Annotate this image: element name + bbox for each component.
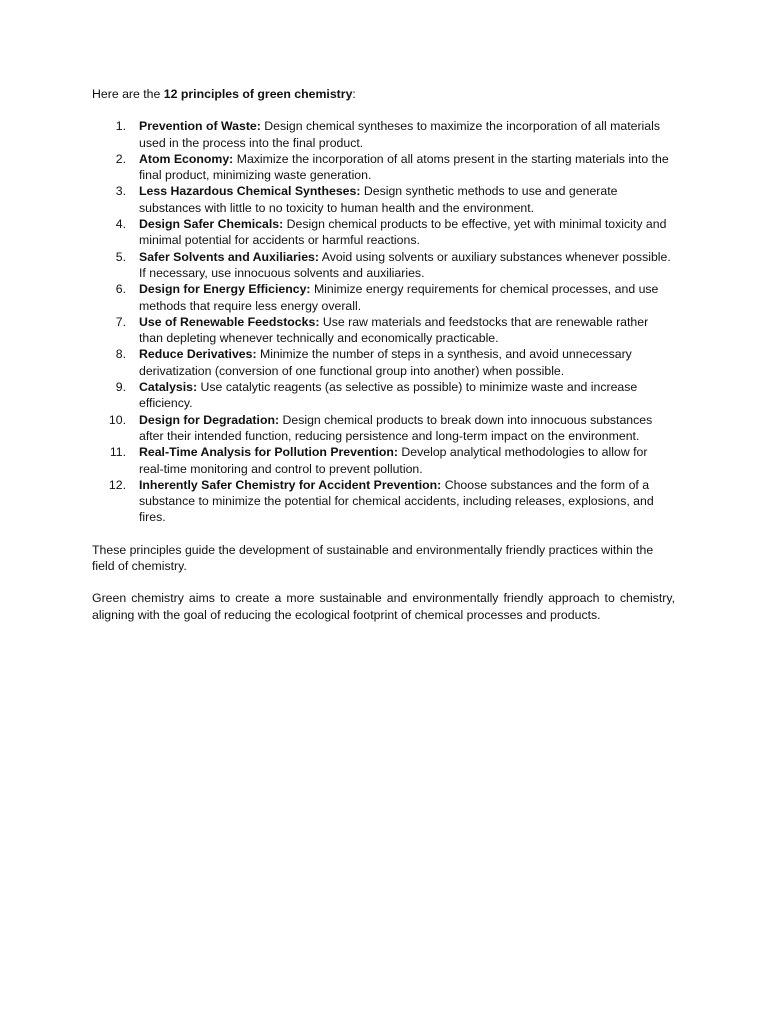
list-item [92, 118, 675, 151]
list-item [92, 379, 675, 412]
item-text: Choose substances and the form of a substance to minimize the potential for chemical accidents, including releases, explosions, and fires. [139, 477, 654, 525]
intro-line [92, 86, 675, 102]
item-text: Develop analytical methodologies to allow for real-time monitoring and control to prevent pollution. [139, 445, 648, 476]
intro-prefix: Here are the [92, 87, 164, 101]
item-number: 7. [115, 314, 126, 329]
intro-bold: 12 principles of green chemistry [163, 87, 353, 101]
list-item [92, 249, 675, 282]
item-term: Design for Energy Efficiency: [139, 282, 311, 297]
item-term: Inherently Safer Chemistry for Accident Prevention: [139, 477, 442, 492]
item-text: Avoid using solvents or auxiliary substances whenever possible. If necessary, use innocuous solvents and auxiliaries. [139, 249, 671, 280]
item-text: Design chemical products to break down into innocuous substances after their intended function, reducing persistence and long-term impact on the environment. [139, 412, 653, 443]
item-number: 11. [109, 445, 126, 460]
document-page [92, 86, 675, 623]
item-term: Safer Solvents and Auxiliaries: [139, 249, 319, 264]
list-item [92, 314, 675, 347]
item-text: Minimize energy requirements for chemical processes, and use methods that require less energy overall. [139, 282, 659, 313]
item-text: Design synthetic methods to use and generate substances with little to no toxicity to human health and the environment. [139, 184, 618, 215]
closing-paragraph: These principles guide the development of sustainable and environmentally friendly practices within the field of chemistry. [92, 542, 654, 574]
item-text: Design chemical products to be effective, yet with minimal toxicity and minimal potential for accidents or harmful reactions. [139, 217, 667, 248]
item-number: 1. [115, 119, 126, 134]
item-text: Minimize the number of steps in a synthesis, and avoid unnecessary derivatization (conversion of one functional group into another) when possible. [139, 347, 632, 378]
item-number: 12. [108, 477, 126, 492]
closing-paragraph: Green chemistry aims to create a more sustainable and environmentally friendly approach to chemistry, aligning with the goal of reducing the ecological footprint of chemical processes and products. [92, 591, 675, 622]
item-text: Design chemical syntheses to maximize the incorporation of all materials used in the process into the final product. [139, 119, 661, 150]
list-item [92, 151, 675, 184]
item-term: Catalysis: [139, 380, 198, 395]
item-number: 5. [115, 249, 126, 264]
item-number: 6. [115, 282, 126, 297]
item-number: 2. [115, 151, 126, 166]
item-term: Atom Economy: [139, 151, 234, 166]
intro-suffix: : [352, 87, 356, 101]
item-term: Use of Renewable Feedstocks: [139, 314, 320, 329]
item-number: 3. [115, 184, 126, 199]
item-number: 9. [115, 380, 126, 395]
item-term: Real-Time Analysis for Pollution Prevention: [139, 445, 398, 460]
list-item [92, 346, 675, 379]
item-number: 10. [108, 412, 126, 427]
list-item [92, 412, 675, 445]
item-term: Prevention of Waste: [139, 119, 261, 134]
item-number: 8. [115, 347, 126, 362]
item-term: Design Safer Chemicals: [139, 217, 284, 232]
list-item [92, 281, 675, 314]
list-item [92, 444, 675, 477]
item-number: 4. [115, 217, 126, 232]
list-item [92, 477, 675, 526]
list-item [92, 216, 675, 249]
item-term: Less Hazardous Chemical Syntheses: [139, 184, 361, 199]
list-item [92, 183, 675, 216]
principles-list [92, 118, 675, 525]
item-term: Reduce Derivatives: [139, 347, 257, 362]
item-text: Use catalytic reagents (as selective as possible) to minimize waste and increase efficiency. [139, 380, 638, 411]
item-text: Maximize the incorporation of all atoms present in the starting materials into the final product, minimizing waste generation. [139, 151, 669, 183]
item-term: Design for Degradation: [139, 412, 280, 427]
item-text: Use raw materials and feedstocks that are renewable rather than depleting whenever technically and economically practicable. [139, 314, 649, 346]
